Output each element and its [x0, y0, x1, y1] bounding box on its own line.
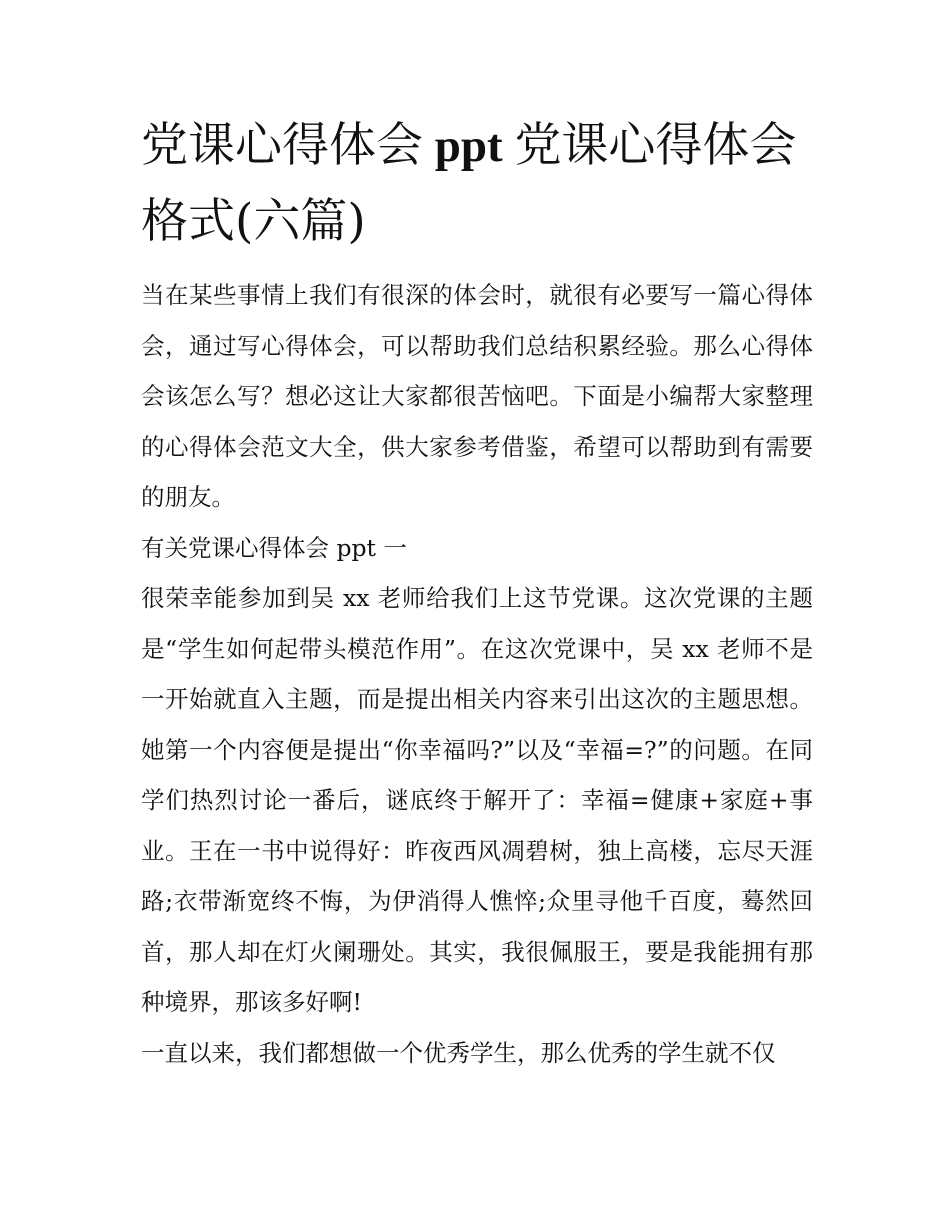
section-heading: 有关党课心得体会 ppt 一 [141, 533, 407, 562]
title-text-part1: 党课心得体会 [141, 118, 423, 173]
body-paragraph-continued: 一直以来，我们都想做一个优秀学生，那么优秀的学生就不仅 [141, 1038, 776, 1067]
document-title [141, 108, 813, 260]
intro-paragraph: 当在某些事情上我们有很深的体会时，就很有必要写一篇心得体会，通过写心得体会，可以帮助我们总结积累经验。那么心得体会该怎么写？想必这让大家都很苦恼吧。下面是小编帮大家整理的心得体会范文大全，供大家参考借鉴，希望可以帮助到有需要的朋友。 [141, 281, 813, 511]
title-text-part2: ppt [434, 120, 503, 172]
title-text-part3: 党课心得体会格式(六篇) [141, 118, 797, 249]
document-body [141, 108, 813, 1078]
body-paragraph: 很荣幸能参加到吴 xx 老师给我们上这节党课。这次党课的主题是“学生如何起带头模范作用”。在这次党课中，吴 xx 老师不是一开始就直入主题，而是提出相关内容来引出这次的主题思想。她第一个内容便是提出“你幸福吗?”以及“幸福=?”的问题。在同学们热烈讨论一番后，谜底终于解开了：幸福=健康+家庭+事业。王在一书中说得好：昨夜西风凋碧树，独上高楼，忘尽天涯路;衣带渐宽终不悔，为伊消得人憔悴;众里寻他千百度，蓦然回首，那人却在灯火阑珊处。其实，我很佩服王，要是我能拥有那种境界，那该多好啊! [141, 584, 813, 1016]
